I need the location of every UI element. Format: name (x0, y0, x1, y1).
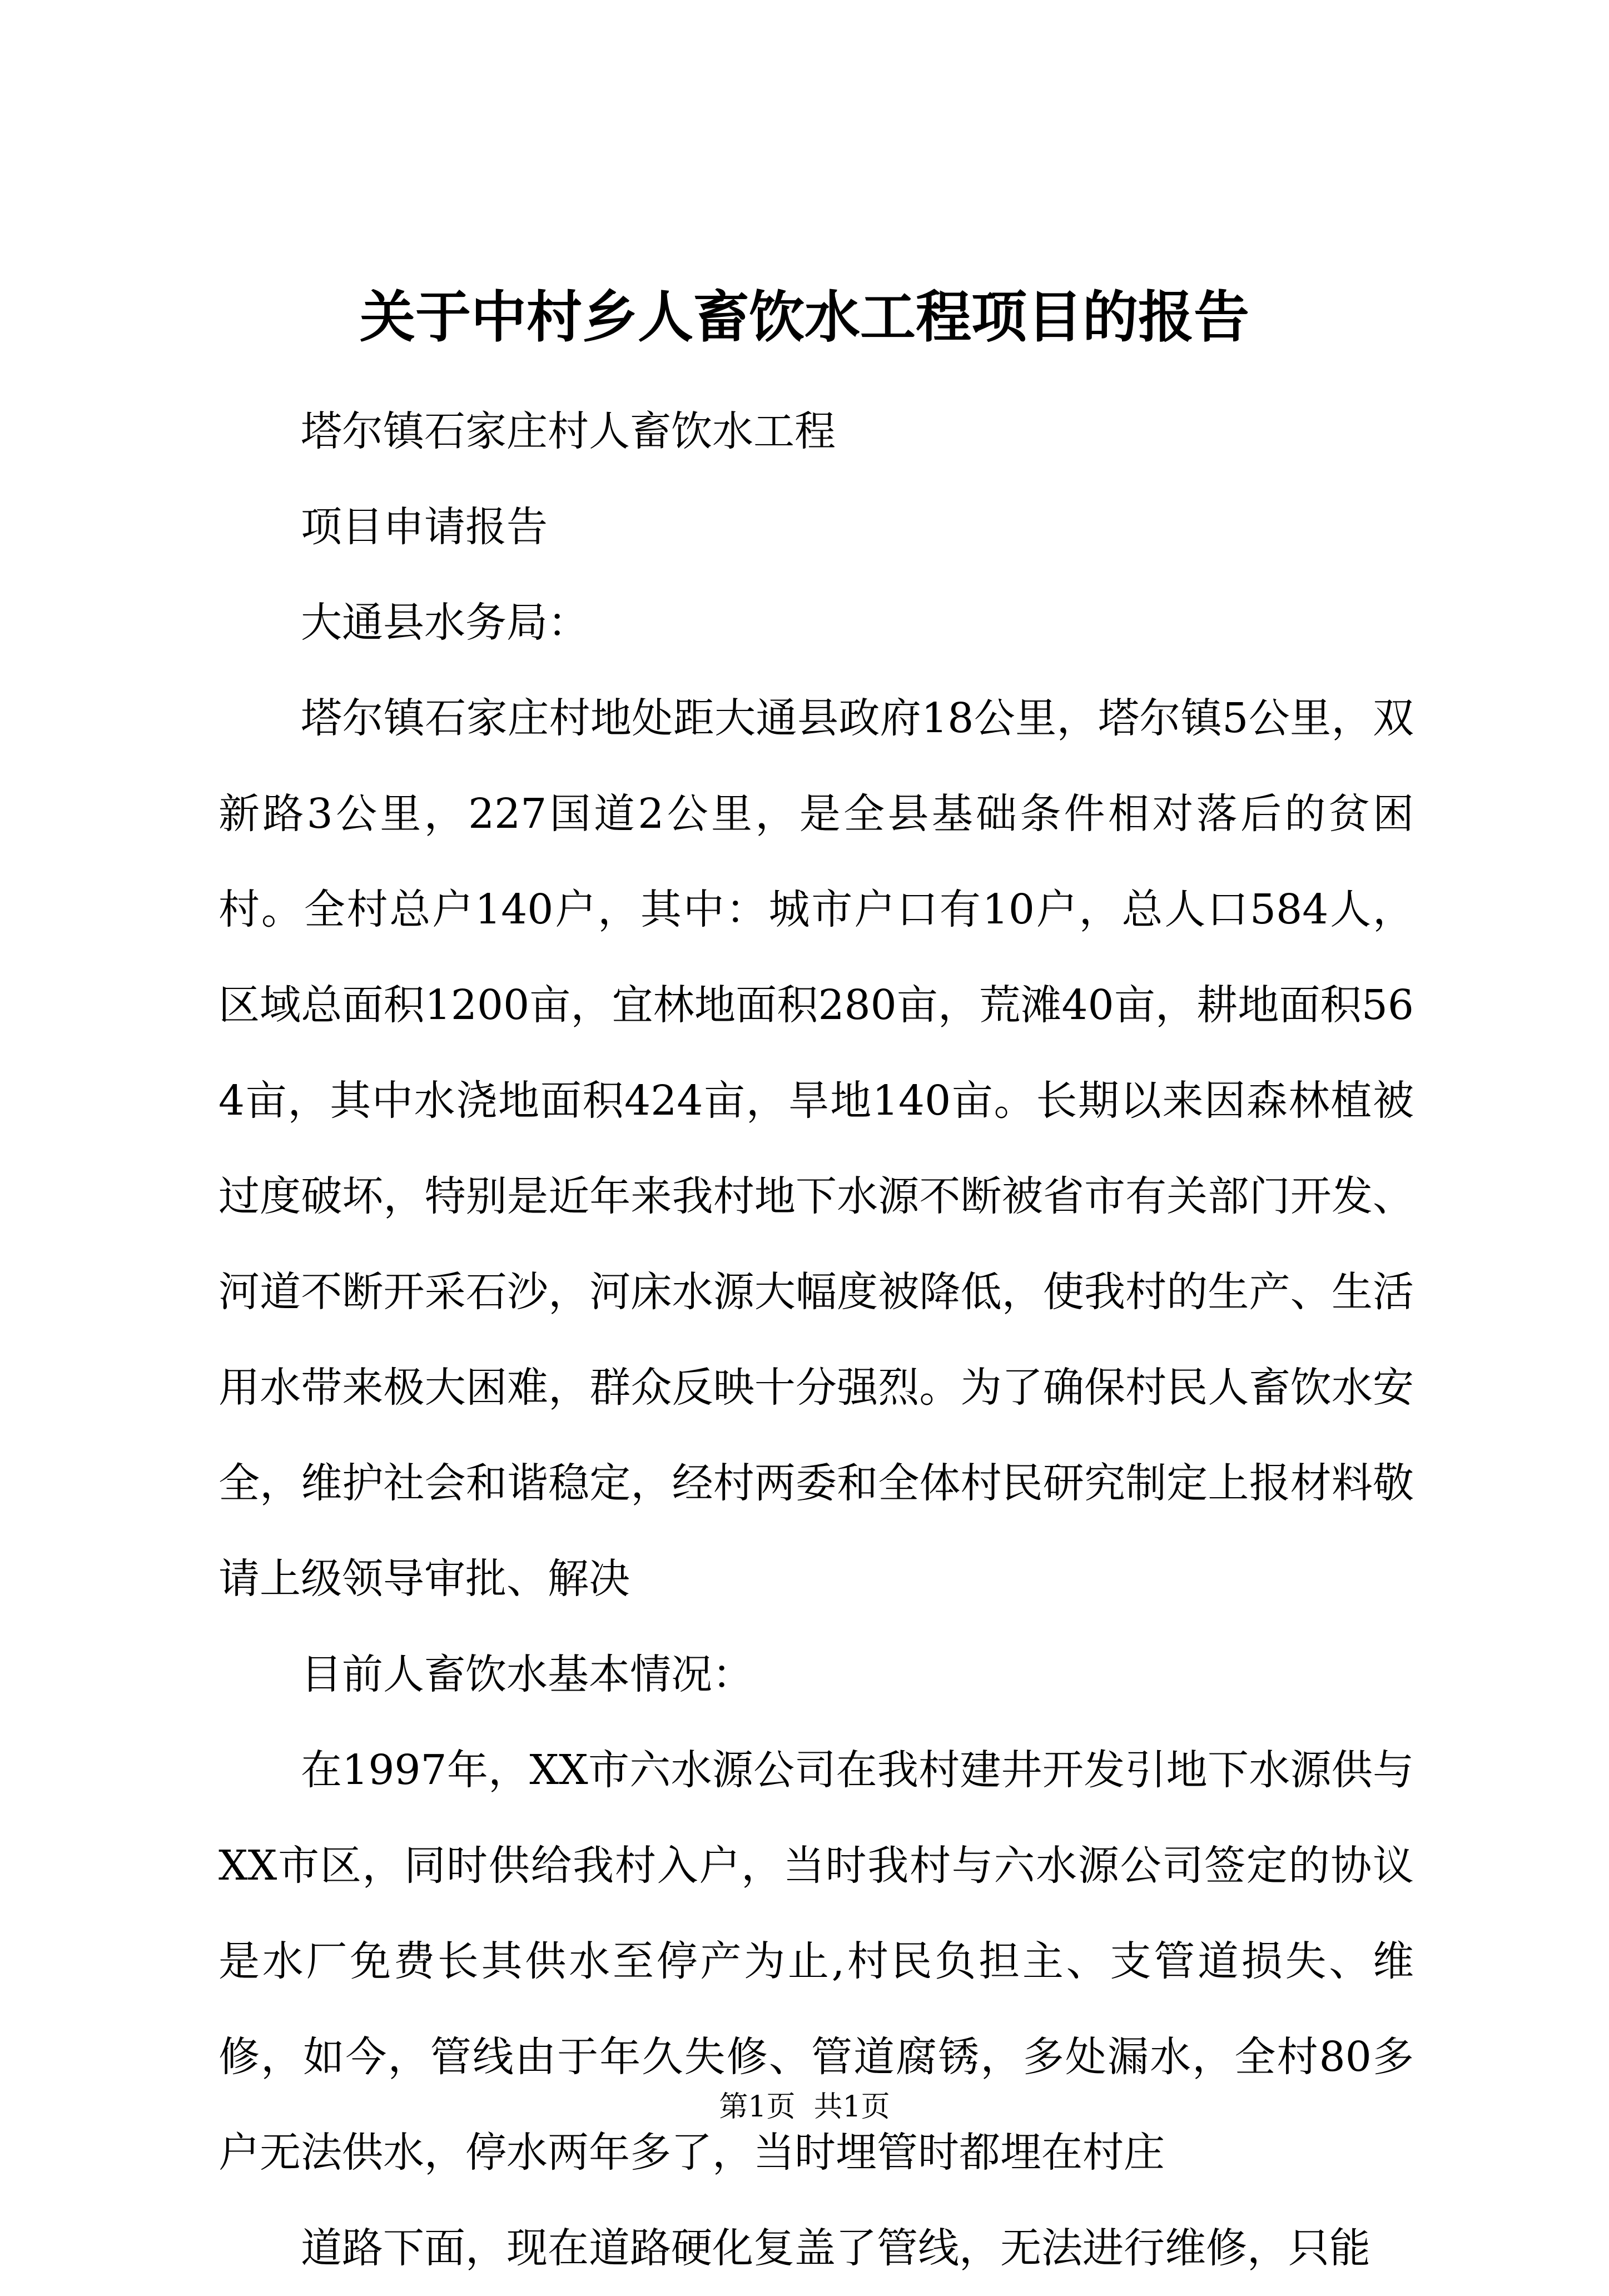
paragraph-section-heading: 目前人畜饮水基本情况： (301, 1651, 753, 1698)
paragraph-continued: 道路下面，现在道路硬化复盖了管线，无法进行维修，只能 (301, 2224, 1370, 2272)
document-body (218, 384, 1414, 2296)
paragraph-water-history: 在1997年，XX市六水源公司在我村建井开发引地下水源供与XX市区，同时供给我村入户，当时我村与六水源公司签定的协议是水厂免费长其供水至停产为止,村民负担主、支管道损失、维修，如今，管线由于年久失修、管道腐锈，多处漏水，全村80多户无法供水，停水两年多了，当时埋管时都埋在村庄 (218, 1746, 1414, 2176)
paragraph-report-type: 项目申请报告 (301, 503, 548, 551)
document-title: 关于中村乡人畜饮水工程项目的报告 (360, 284, 1249, 350)
paragraph-village-overview: 塔尔镇石家庄村地处距大通县政府18公里，塔尔镇5公里，双新路3公里，227国道2公里，是全县基础条件相对落后的贫困村。全村总户140户，其中：城市户口有10户，总人口584人，区域总面积1200亩，宜林地面积280亩，荒滩40亩，耕地面积564亩，其中水浇地面积424亩，旱地140亩。长期以来因森林植被过度破坏，特别是近年来我村地下水源不断被省市有关部门开发、河道不断开采石沙，河床水源大幅度被降低，使我村的生产、生活用水带来极大困难，群众反映十分强烈。为了确保村民人畜饮水安全，维护社会和谐稳定，经村两委和全体村民研究制定上报材料敬请上级领导审批、解决 (218, 694, 1414, 1603)
page-footer: 第1页 共1页 (719, 2090, 890, 2124)
paragraph-project-name: 塔尔镇石家庄村人畜饮水工程 (301, 407, 836, 455)
paragraph-addressee: 大通县水务局： (301, 599, 589, 647)
